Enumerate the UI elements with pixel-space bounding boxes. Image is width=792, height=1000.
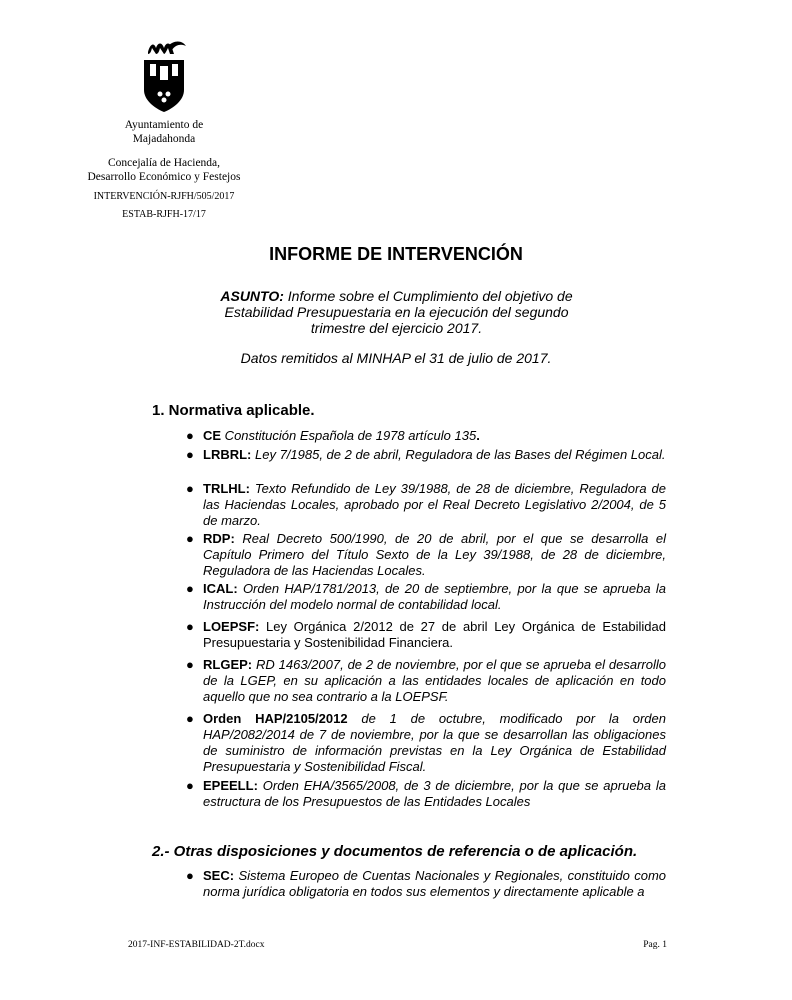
reference-code-1: INTERVENCIÓN-RJFH/505/2017 [93, 191, 235, 202]
document-title: INFORME DE INTERVENCIÓN [269, 244, 523, 264]
bullet-icon: ● [186, 481, 194, 496]
ayuntamiento-logo [138, 38, 190, 114]
bullet-icon: ● [186, 447, 194, 462]
section-heading-normativa: 1. Normativa aplicable. [152, 402, 315, 419]
bullet-icon: ● [186, 531, 194, 546]
section-heading-otras-disposiciones: 2.- Otras disposiciones y documentos de referencia o de aplicación. [152, 843, 638, 860]
bullet-icon: ● [186, 581, 194, 596]
bullet-icon: ● [186, 619, 194, 634]
submission-date-note: Datos remitidos al MINHAP el 31 de julio de 2017. [240, 350, 552, 366]
department-name: Concejalía de Hacienda, Desarrollo Económico y Festejos [87, 157, 241, 183]
footer-filename: 2017-INF-ESTABILIDAD-2T.docx [128, 940, 265, 950]
organization-name: Ayuntamiento de Majadahonda [124, 119, 204, 145]
bullet-icon: ● [186, 711, 194, 726]
bullet-icon: ● [186, 657, 194, 672]
subject-label: ASUNTO: [220, 288, 284, 304]
bullet-icon: ● [186, 868, 194, 883]
bullet-icon: ● [186, 428, 194, 443]
reference-code-2: ESTAB-RJFH-17/17 [122, 209, 206, 220]
footer-page-number: Pag. 1 [643, 940, 667, 950]
subject-block: ASUNTO: Informe sobre el Cumplimiento del objetivo de Estabilidad Presupuestaria en la ejecución del segundo trimestre del ejercicio 2017. [220, 288, 573, 336]
bullet-icon: ● [186, 778, 194, 793]
